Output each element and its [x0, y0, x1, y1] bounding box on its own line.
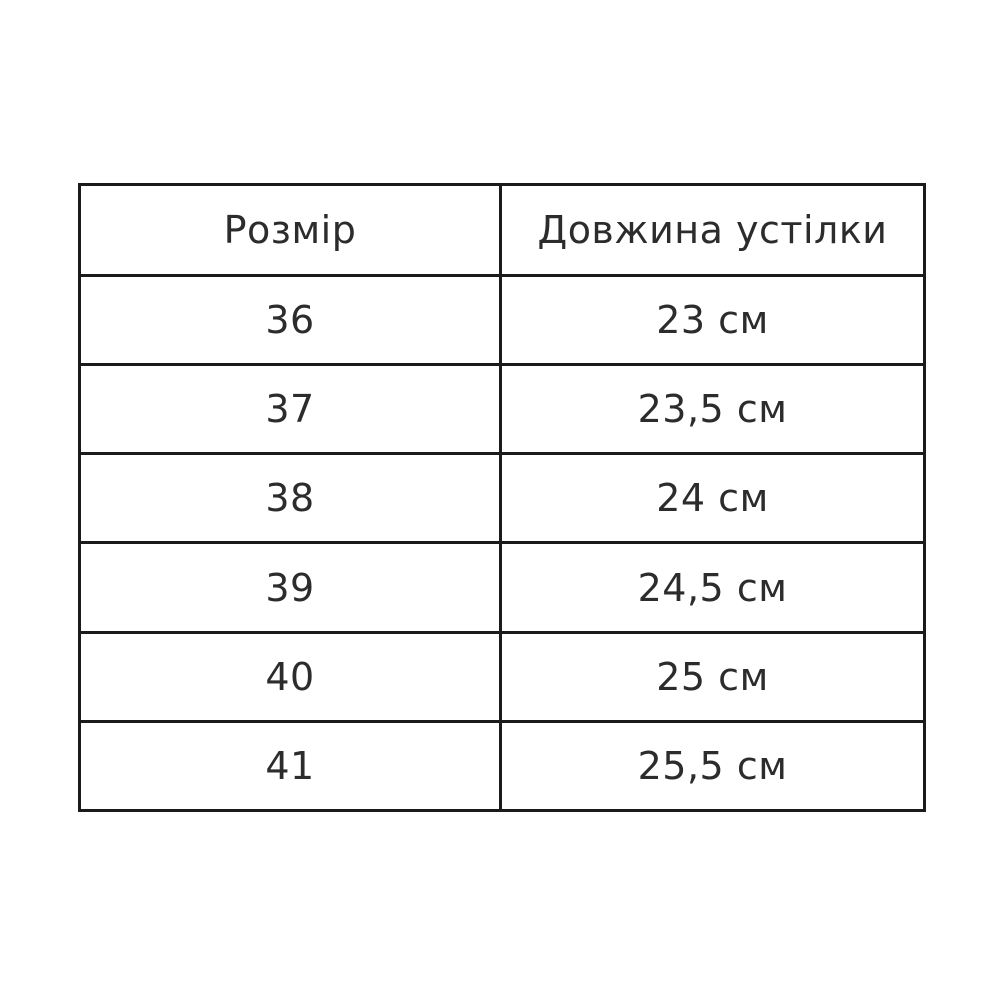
size-cell: 36	[80, 276, 501, 365]
size-cell: 38	[80, 454, 501, 543]
size-column-header: Розмір	[80, 185, 501, 276]
size-cell: 37	[80, 365, 501, 454]
length-cell: 24,5 см	[501, 543, 925, 632]
table-row	[80, 276, 925, 365]
size-cell: 40	[80, 632, 501, 721]
length-cell: 23 см	[501, 276, 925, 365]
size-conversion-table	[78, 183, 926, 812]
length-cell: 23,5 см	[501, 365, 925, 454]
table-row	[80, 454, 925, 543]
table-row	[80, 543, 925, 632]
length-cell: 24 см	[501, 454, 925, 543]
insole-length-column-header: Довжина устілки	[501, 185, 925, 276]
table-header-row	[80, 185, 925, 276]
table-row	[80, 721, 925, 810]
size-cell: 39	[80, 543, 501, 632]
size-cell: 41	[80, 721, 501, 810]
length-cell: 25 см	[501, 632, 925, 721]
table-row	[80, 365, 925, 454]
length-cell: 25,5 см	[501, 721, 925, 810]
table-row	[80, 632, 925, 721]
